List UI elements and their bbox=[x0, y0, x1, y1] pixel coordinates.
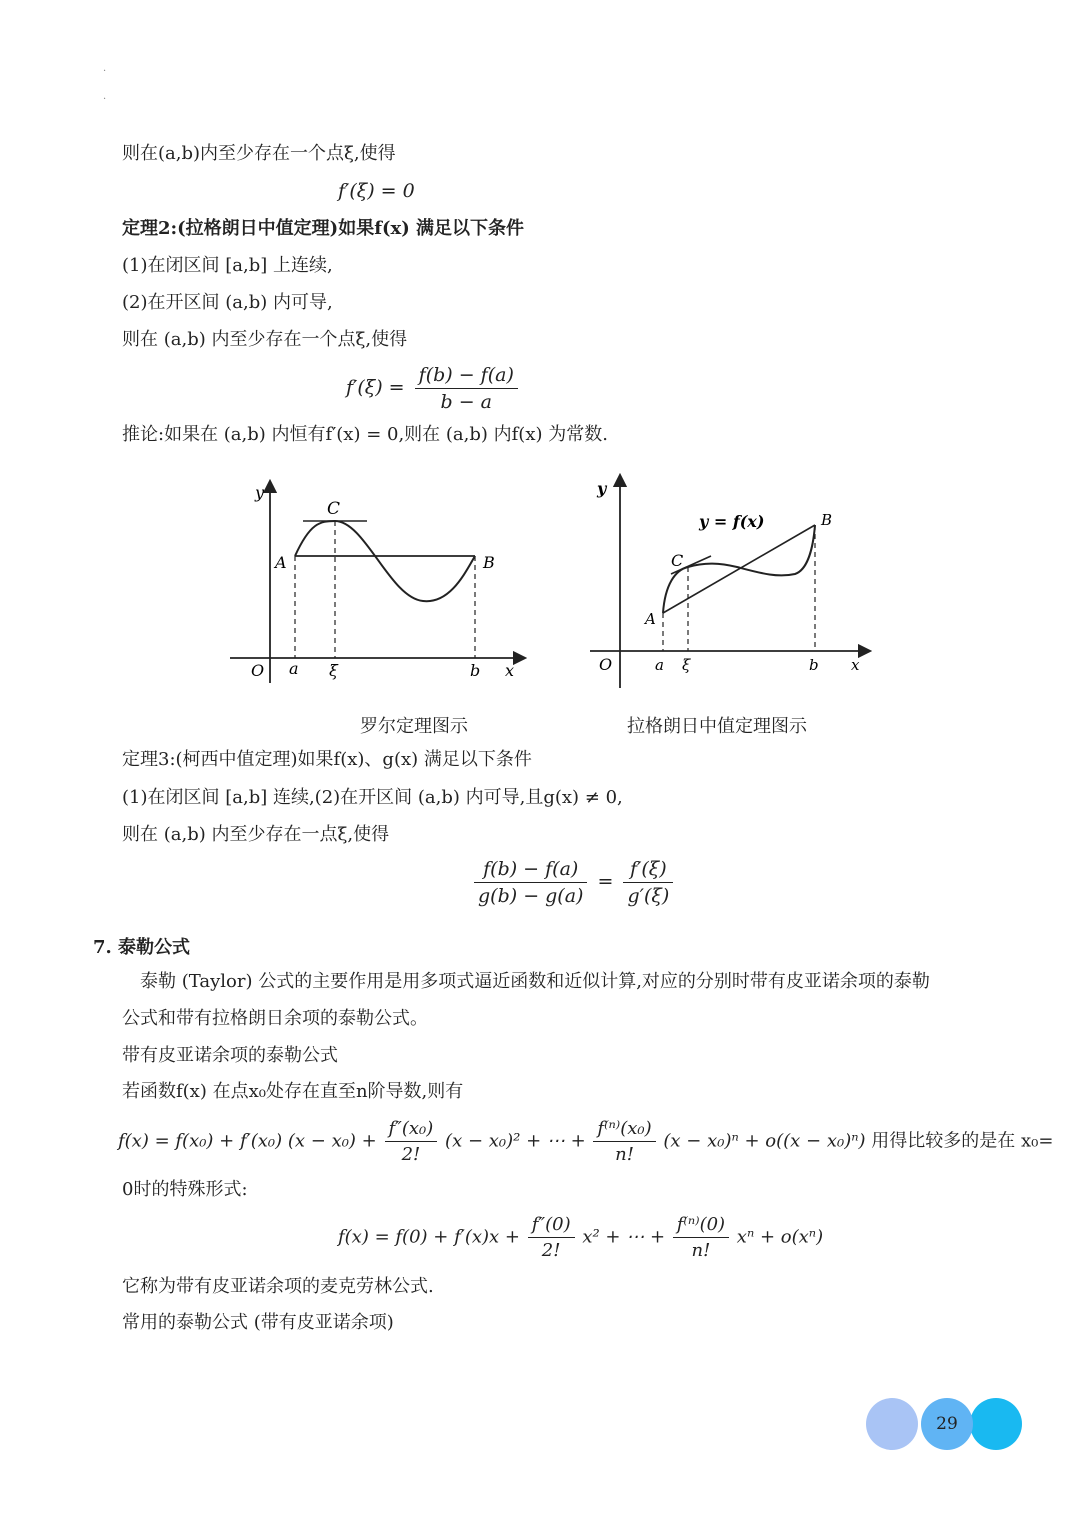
fraction bbox=[415, 364, 518, 413]
label-x: x bbox=[851, 656, 860, 674]
label-curve: y = f(x) bbox=[699, 512, 765, 531]
fraction bbox=[528, 1214, 575, 1261]
label-A: A bbox=[645, 610, 656, 628]
section-7-heading: 7. 泰勒公式 bbox=[93, 937, 191, 958]
label-y: y bbox=[255, 483, 265, 502]
numerator: f″(x₀) bbox=[385, 1118, 438, 1142]
label-a: a bbox=[655, 656, 664, 674]
label-B: B bbox=[821, 511, 833, 529]
label-b: b bbox=[470, 661, 481, 680]
taylor-intro-2: 公式和带有拉格朗日余项的泰勒公式。 bbox=[122, 1008, 428, 1029]
rolle-diagram bbox=[225, 478, 530, 693]
cauchy-equation bbox=[470, 858, 677, 907]
common-taylor-title: 常用的泰勒公式 (带有皮亚诺余项) bbox=[122, 1312, 394, 1333]
fraction bbox=[593, 1118, 655, 1165]
numerator: f⁽ⁿ⁾(0) bbox=[673, 1214, 729, 1238]
curve bbox=[295, 521, 475, 601]
formula-part: xⁿ + o(xⁿ) bbox=[736, 1226, 824, 1248]
taylor-formula bbox=[118, 1118, 1053, 1165]
lagrange-conclusion: 则在 (a,b) 内至少存在一个点ξ,使得 bbox=[122, 329, 408, 350]
denominator: n! bbox=[691, 1240, 711, 1261]
page-decoration-left bbox=[866, 1398, 918, 1450]
label-xi: ξ bbox=[329, 661, 338, 680]
formula-part: f(x) = f(x₀) + f′(x₀) (x − x₀) + bbox=[118, 1130, 377, 1152]
rolle-equation: f′(ξ) = 0 bbox=[338, 180, 415, 202]
maclaurin-name: 它称为带有皮亚诺余项的麦克劳林公式. bbox=[122, 1276, 434, 1297]
numerator: f(b) − f(a) bbox=[474, 858, 587, 883]
label-C: C bbox=[327, 499, 341, 519]
cauchy-conclusion: 则在 (a,b) 内至少存在一点ξ,使得 bbox=[122, 824, 390, 845]
label-y: y bbox=[597, 479, 607, 498]
rolle-caption: 罗尔定理图示 bbox=[360, 716, 468, 737]
special-case-intro: 0时的特殊形式: bbox=[122, 1179, 248, 1200]
label-C: C bbox=[671, 551, 684, 570]
theorem-2-heading: 定理2:(拉格朗日中值定理)如果f(x) 满足以下条件 bbox=[122, 218, 524, 239]
denominator: 2! bbox=[541, 1240, 561, 1261]
rolle-conclusion: 则在(a,b)内至少存在一个点ξ,使得 bbox=[122, 143, 396, 164]
label-A: A bbox=[275, 553, 287, 572]
chord-ab bbox=[663, 525, 815, 613]
label-xi: ξ bbox=[682, 656, 691, 674]
margin-dot: · bbox=[103, 94, 107, 105]
lagrange-caption: 拉格朗日中值定理图示 bbox=[627, 716, 807, 737]
label-origin: O bbox=[599, 655, 613, 674]
formula-part: x² + ⋯ + bbox=[582, 1226, 666, 1248]
page-decoration-right bbox=[970, 1398, 1022, 1450]
condition-2: (2)在开区间 (a,b) 内可导, bbox=[122, 292, 333, 313]
denominator: g(b) − g(a) bbox=[478, 885, 584, 907]
formula-part: f(x) = f(0) + f′(x)x + bbox=[338, 1226, 520, 1248]
fraction bbox=[673, 1214, 729, 1261]
formula-part: (x − x₀)² + ⋯ + bbox=[445, 1130, 586, 1152]
numerator: f″(0) bbox=[528, 1214, 575, 1238]
formula-part: (x − x₀)ⁿ + o((x − x₀)ⁿ) bbox=[663, 1130, 866, 1152]
eq-lhs: f′(ξ) = bbox=[346, 376, 405, 399]
numerator: f⁽ⁿ⁾(x₀) bbox=[593, 1118, 655, 1142]
numerator: f(b) − f(a) bbox=[415, 364, 518, 389]
taylor-intro-1: 泰勒 (Taylor) 公式的主要作用是用多项式逼近函数和近似计算,对应的分别时带有皮亚诺余项的泰勒 bbox=[140, 971, 930, 992]
label-B: B bbox=[483, 553, 495, 572]
page-number: 29 bbox=[921, 1398, 973, 1450]
corollary: 推论:如果在 (a,b) 内恒有f′(x) = 0,则在 (a,b) 内f(x) 为常数. bbox=[122, 424, 608, 445]
maclaurin-formula bbox=[338, 1214, 823, 1261]
taylor-condition: 若函数f(x) 在点x₀处存在直至n阶导数,则有 bbox=[122, 1081, 464, 1102]
fraction-right bbox=[623, 858, 673, 907]
denominator: n! bbox=[615, 1144, 634, 1165]
lagrange-diagram bbox=[585, 470, 875, 695]
label-b: b bbox=[809, 656, 819, 674]
condition-1: (1)在闭区间 [a,b] 上连续, bbox=[122, 255, 333, 276]
cauchy-conditions: (1)在闭区间 [a,b] 连续,(2)在开区间 (a,b) 内可导,且g(x) ≠ 0, bbox=[122, 787, 623, 808]
fraction bbox=[385, 1118, 438, 1165]
theorem-3-heading: 定理3:(柯西中值定理)如果f(x)、g(x) 满足以下条件 bbox=[122, 749, 532, 770]
denominator: b − a bbox=[440, 391, 493, 413]
equals: = bbox=[597, 870, 614, 893]
formula-remark: 用得比较多的是在 x₀= bbox=[871, 1130, 1054, 1152]
denominator: 2! bbox=[401, 1144, 421, 1165]
numerator: f′(ξ) bbox=[623, 858, 673, 883]
label-origin: O bbox=[251, 661, 265, 680]
fraction-left bbox=[474, 858, 587, 907]
lagrange-equation bbox=[346, 364, 522, 413]
label-x: x bbox=[505, 661, 515, 680]
margin-dot: · bbox=[103, 66, 107, 77]
peano-title: 带有皮亚诺余项的泰勒公式 bbox=[122, 1045, 338, 1066]
label-a: a bbox=[289, 659, 299, 678]
denominator: g′(ξ) bbox=[627, 885, 670, 907]
